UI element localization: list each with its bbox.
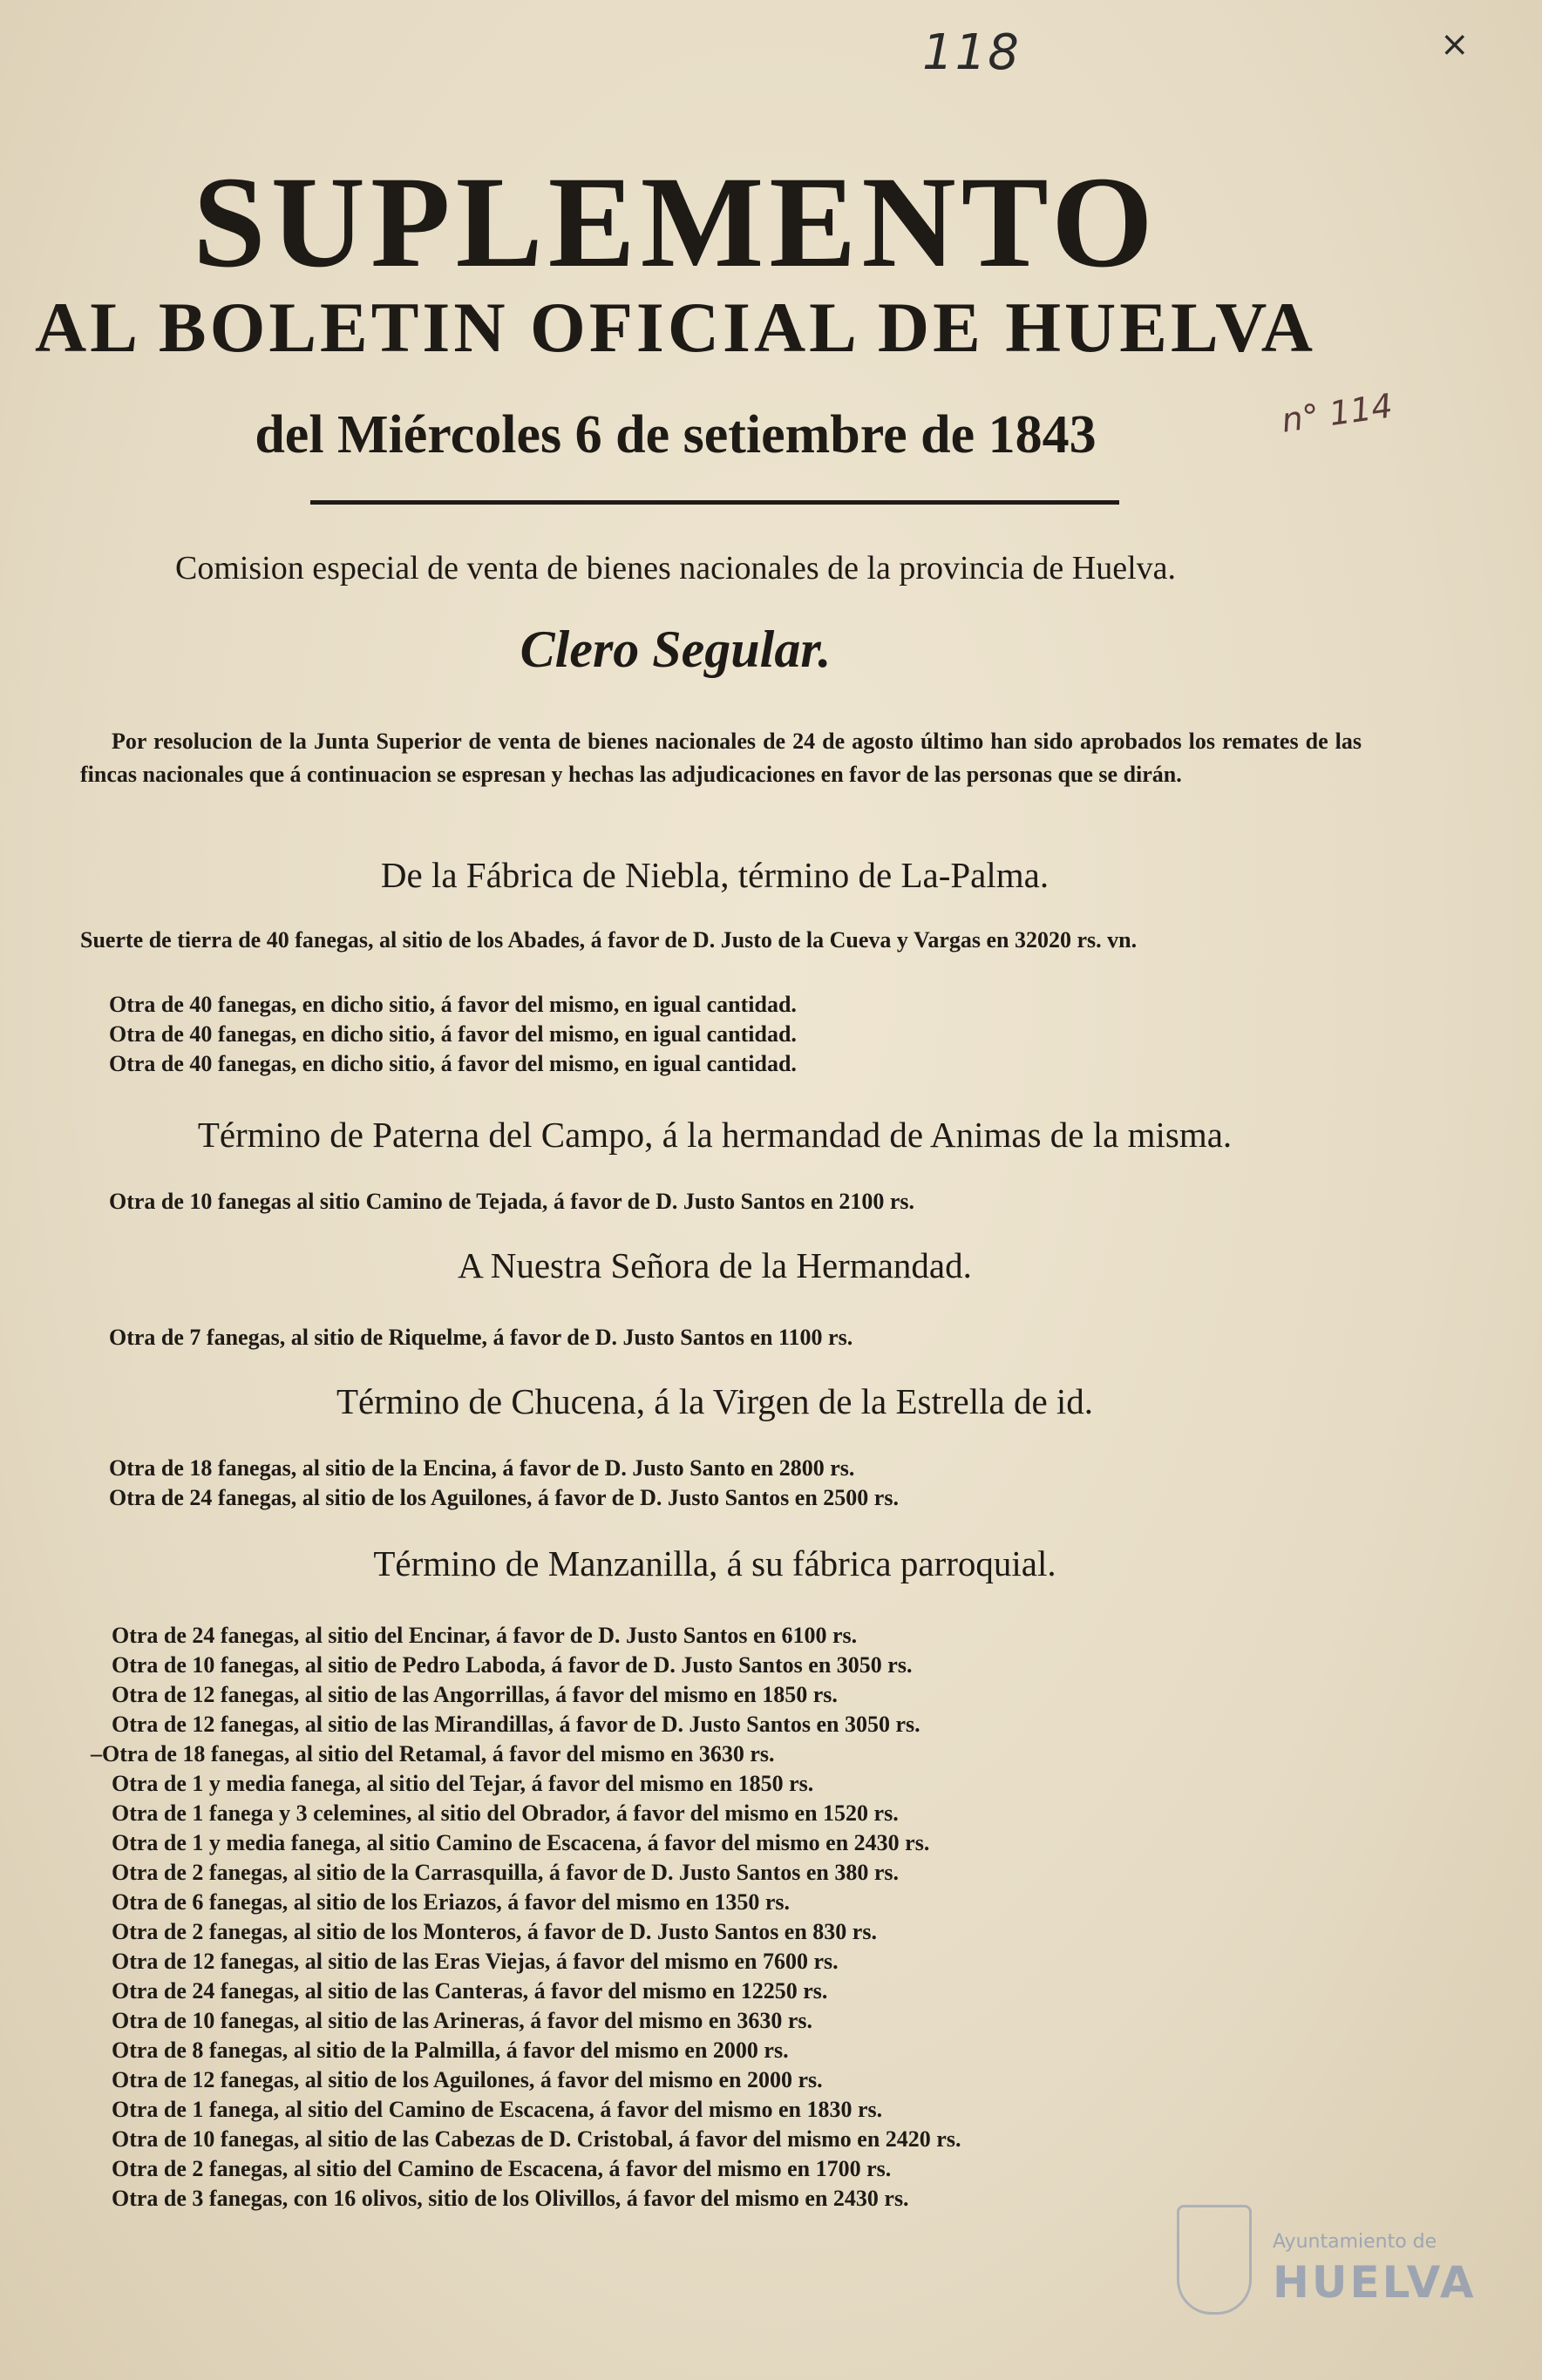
entry-line: Otra de 40 fanegas, en dicho sitio, á favor del mismo, en igual cantidad.	[109, 1051, 797, 1076]
section-heading: Término de Manzanilla, á su fábrica parroquial.	[373, 1543, 1056, 1583]
entry-line: Otra de 24 fanegas, al sitio de las Canteras, á favor del mismo en 12250 rs.	[112, 1978, 828, 2004]
entry-line: Otra de 12 fanegas, al sitio de las Eras Viejas, á favor del mismo en 7600 rs.	[112, 1949, 839, 1974]
entry-line: Otra de 1 y media fanega, al sitio del Tejar, á favor del mismo en 1850 rs.	[112, 1771, 814, 1796]
section-heading: De la Fábrica de Niebla, término de La-Palma.	[380, 855, 1050, 895]
entry-line: Otra de 10 fanegas, al sitio de las Cabezas de D. Cristobal, á favor del mismo en 2420 rs.	[112, 2126, 961, 2152]
entry-line: Suerte de tierra de 40 fanegas, al sitio de los Abades, á favor de D. Justo de la Cueva y Vargas en 32020 rs. vn.	[80, 927, 1138, 953]
folio-number: 118	[922, 24, 1021, 81]
section-heading: Término de Chucena, á la Virgen de la Estrella de id.	[336, 1381, 1094, 1421]
entry-line: Otra de 7 fanegas, al sitio de Riquelme, á favor de D. Justo Santos en 1100 rs.	[109, 1325, 853, 1350]
entry-line: Otra de 6 fanegas, al sitio de los Eriazos, á favor del mismo en 1350 rs.	[112, 1889, 791, 1915]
commission-line: Comision especial de venta de bienes nacionales de la provincia de Huelva.	[174, 550, 1177, 587]
archive-watermark	[1177, 2205, 1477, 2344]
page-subtitle: AL BOLETIN OFICIAL DE HUELVA	[34, 288, 1316, 367]
entry-line: Otra de 3 fanegas, con 16 olivos, sitio de los Olivillos, á favor del mismo en 2430 rs.	[112, 2186, 909, 2211]
entry-line: Otra de 2 fanegas, al sitio de los Monteros, á favor de D. Justo Santos en 830 rs.	[112, 1919, 877, 1944]
entry-line: Otra de 10 fanegas al sitio Camino de Tejada, á favor de D. Justo Santos en 2100 rs.	[109, 1189, 915, 1214]
entry-line: Otra de 40 fanegas, en dicho sitio, á favor del mismo, en igual cantidad.	[109, 1021, 797, 1047]
entry-line: Otra de 10 fanegas, al sitio de Pedro Laboda, á favor de D. Justo Santos en 3050 rs.	[112, 1652, 913, 1678]
title-rule	[310, 500, 1119, 505]
section-heading: Término de Paterna del Campo, á la hermandad de Animas de la misma.	[197, 1115, 1233, 1155]
entry-line: Otra de 40 fanegas, en dicho sitio, á favor del mismo, en igual cantidad.	[109, 992, 797, 1017]
entry-line: Otra de 12 fanegas, al sitio de las Mirandillas, á favor de D. Justo Santos en 3050 rs.	[112, 1712, 920, 1737]
intro-paragraph: Por resolucion de la Junta Superior de venta de bienes nacionales de 24 de agosto último han sido aprobados los remates de las fincas nacionales que á continuacion se espresan y hechas las adjudicaciones en favor de las personas que se dirán.	[80, 729, 1362, 787]
entry-line: Otra de 10 fanegas, al sitio de las Arineras, á favor del mismo en 3630 rs.	[112, 2008, 813, 2033]
watermark-small-text: Ayuntamiento de	[1273, 2231, 1437, 2253]
entry-line: Otra de 2 fanegas, al sitio del Camino de Escacena, á favor del mismo en 1700 rs.	[112, 2156, 892, 2181]
watermark-big-text: HUELVA	[1273, 2257, 1477, 2308]
page-title: SUPLEMENTO	[193, 150, 1158, 295]
entry-line: Otra de 12 fanegas, al sitio de las Angorrillas, á favor del mismo en 1850 rs.	[112, 1682, 838, 1707]
entry-line: Otra de 18 fanegas, al sitio de la Encina, á favor de D. Justo Santo en 2800 rs.	[109, 1455, 855, 1481]
entry-line: Otra de 1 fanega, al sitio del Camino de Escacena, á favor del mismo en 1830 rs.	[112, 2097, 883, 2122]
entry-line: Otra de 12 fanegas, al sitio de los Aguilones, á favor del mismo en 2000 rs.	[112, 2067, 823, 2092]
entry-line: Otra de 8 fanegas, al sitio de la Palmilla, á favor del mismo en 2000 rs.	[112, 2038, 789, 2063]
entry-line: –Otra de 18 fanegas, al sitio del Retamal, á favor del mismo en 3630 rs.	[91, 1741, 775, 1766]
section-heading: A Nuestra Señora de la Hermandad.	[458, 1245, 972, 1285]
entry-line: Otra de 24 fanegas, al sitio de los Aguilones, á favor de D. Justo Santos en 2500 rs.	[109, 1485, 899, 1510]
shield-icon	[1177, 2205, 1252, 2315]
entry-line: Otra de 24 fanegas, al sitio del Encinar, á favor de D. Justo Santos en 6100 rs.	[112, 1623, 858, 1648]
handwritten-number: n° 114	[1279, 386, 1396, 440]
entry-line: Otra de 2 fanegas, al sitio de la Carrasquilla, á favor de D. Justo Santos en 380 rs.	[112, 1860, 900, 1885]
cross-mark: ×	[1440, 24, 1470, 64]
entry-line: Otra de 1 fanega y 3 celemines, al sitio del Obrador, á favor del mismo en 1520 rs.	[112, 1800, 899, 1826]
entry-line: Otra de 1 y media fanega, al sitio Camino de Escacena, á favor del mismo en 2430 rs.	[112, 1830, 930, 1855]
clero-heading: Clero Segular.	[520, 620, 832, 678]
date-line: del Miércoles 6 de setiembre de 1843	[255, 405, 1097, 464]
